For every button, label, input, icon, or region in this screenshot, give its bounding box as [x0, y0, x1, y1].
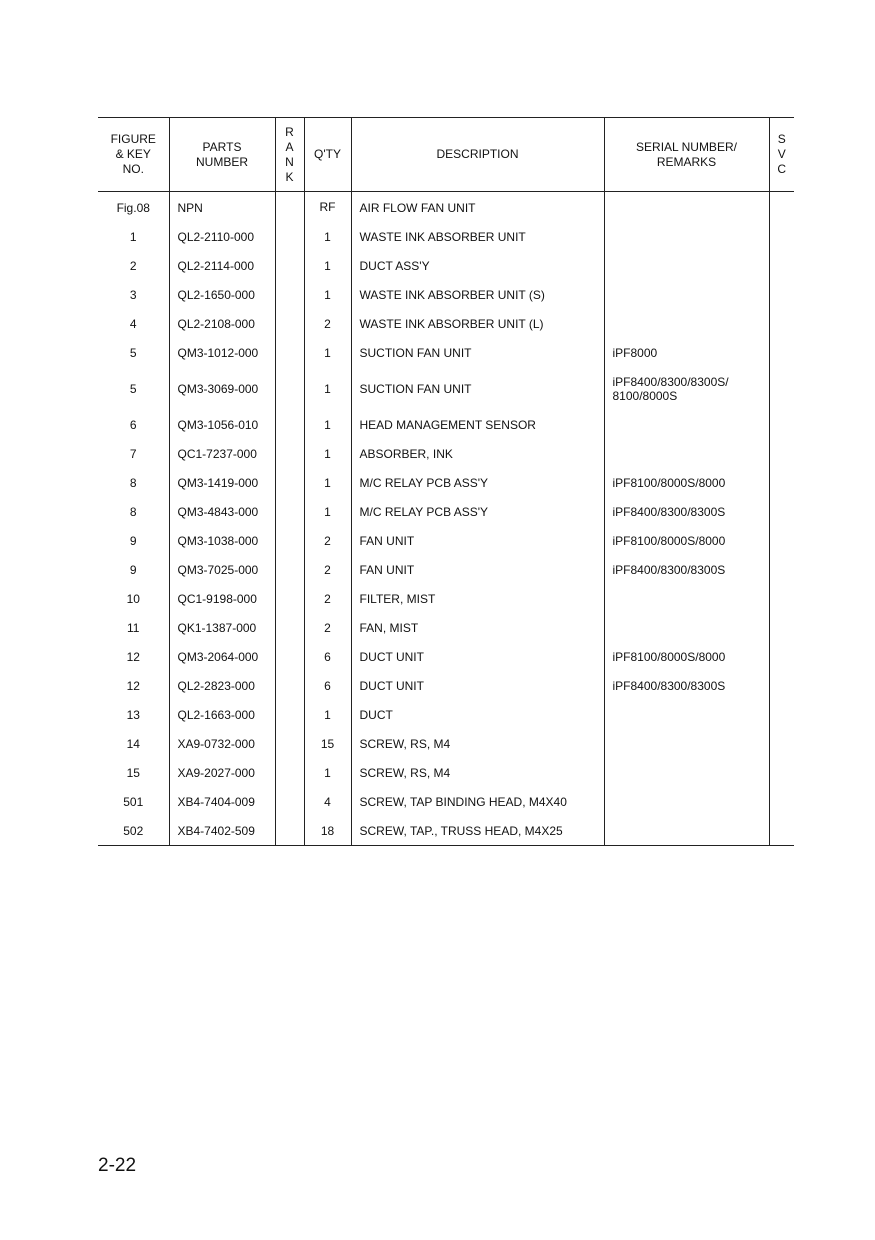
remarks-cell [604, 816, 769, 846]
svc-cell [769, 309, 794, 338]
svc-cell [769, 410, 794, 439]
qty-cell: 18 [304, 816, 351, 846]
part-number-cell: QM3-4843-000 [169, 497, 275, 526]
key-number-cell: 7 [129, 446, 137, 461]
description-cell: SUCTION FAN UNIT [351, 338, 604, 367]
qty-cell: 1 [304, 367, 351, 410]
rank-cell [275, 222, 304, 251]
key-number-cell: 8 [129, 504, 137, 519]
header-figure-key-no: FIGURE & KEY NO. [98, 118, 169, 192]
table-row [98, 309, 794, 338]
qty-cell: 1 [304, 410, 351, 439]
table-row [98, 700, 794, 729]
part-number-cell: QL2-2823-000 [169, 671, 275, 700]
qty-cell: 2 [304, 555, 351, 584]
description-cell: SCREW, RS, M4 [351, 758, 604, 787]
qty-cell: 1 [304, 700, 351, 729]
table-row [98, 367, 794, 410]
description-cell: FAN UNIT [351, 555, 604, 584]
description-cell: SCREW, RS, M4 [351, 729, 604, 758]
rank-cell [275, 367, 304, 410]
description-cell: FAN UNIT [351, 526, 604, 555]
remarks-cell [604, 787, 769, 816]
key-number-cell: 12 [126, 649, 140, 664]
qty-cell: 6 [304, 671, 351, 700]
rank-cell [275, 526, 304, 555]
remarks-cell [604, 410, 769, 439]
qty-cell: 2 [304, 309, 351, 338]
rank-cell [275, 729, 304, 758]
header-svc: S V C [769, 118, 794, 192]
part-number-cell: QM3-1419-000 [169, 468, 275, 497]
table-row [98, 410, 794, 439]
remarks-cell [604, 251, 769, 280]
key-number-cell: Fig.08 [116, 200, 150, 215]
key-number-cell: 8 [129, 475, 137, 490]
svc-cell [769, 816, 794, 846]
description-cell: SCREW, TAP BINDING HEAD, M4X40 [351, 787, 604, 816]
key-number-cell: 4 [129, 316, 137, 331]
part-number-cell: QM3-1056-010 [169, 410, 275, 439]
svc-cell [769, 787, 794, 816]
table-row [98, 555, 794, 584]
table-row [98, 671, 794, 700]
remarks-cell: iPF8000 [604, 338, 769, 367]
parts-list-table [98, 117, 794, 846]
description-cell: WASTE INK ABSORBER UNIT (L) [351, 309, 604, 338]
table-row [98, 816, 794, 846]
parts-list-body [98, 192, 794, 846]
rank-cell [275, 613, 304, 642]
part-number-cell: QM3-1012-000 [169, 338, 275, 367]
rank-cell [275, 338, 304, 367]
part-number-cell: XB4-7402-509 [169, 816, 275, 846]
description-cell: AIR FLOW FAN UNIT [351, 192, 604, 223]
svc-cell [769, 526, 794, 555]
qty-cell: 1 [304, 251, 351, 280]
svc-cell [769, 584, 794, 613]
key-number-cell: 13 [126, 707, 140, 722]
qty-cell: 1 [304, 758, 351, 787]
key-number-cell: 502 [98, 816, 169, 846]
remarks-cell: iPF8400/8300/8300S [604, 671, 769, 700]
svc-cell [769, 555, 794, 584]
svc-cell [769, 222, 794, 251]
svc-cell [769, 251, 794, 280]
part-number-cell: QM3-1038-000 [169, 526, 275, 555]
table-row [98, 439, 794, 468]
qty-cell: 4 [304, 787, 351, 816]
key-number-cell: 14 [126, 736, 140, 751]
header-description: DESCRIPTION [351, 118, 604, 192]
remarks-cell [604, 584, 769, 613]
remarks-cell [604, 439, 769, 468]
key-number-cell: 1 [129, 229, 137, 244]
remarks-cell: iPF8400/8300/8300S [604, 555, 769, 584]
rank-cell [275, 642, 304, 671]
remarks-cell: iPF8100/8000S/8000 [604, 526, 769, 555]
description-cell: FILTER, MIST [351, 584, 604, 613]
table-row [98, 497, 794, 526]
description-cell: DUCT ASS'Y [351, 251, 604, 280]
svc-cell [769, 367, 794, 410]
svc-cell [769, 642, 794, 671]
table-row [98, 468, 794, 497]
table-row [98, 613, 794, 642]
description-cell: HEAD MANAGEMENT SENSOR [351, 410, 604, 439]
table-row [98, 642, 794, 671]
part-number-cell: QL2-2114-000 [169, 251, 275, 280]
part-number-cell: NPN [169, 192, 275, 223]
remarks-cell: iPF8400/8300/8300S/ 8100/8000S [604, 367, 769, 410]
rank-cell [275, 410, 304, 439]
description-cell: SUCTION FAN UNIT [351, 367, 604, 410]
key-number-cell: 5 [129, 345, 137, 360]
part-number-cell: QL2-2110-000 [169, 222, 275, 251]
qty-cell: 1 [304, 222, 351, 251]
part-number-cell: QM3-7025-000 [169, 555, 275, 584]
svc-cell [769, 338, 794, 367]
key-number-cell: 2 [129, 258, 137, 273]
rank-cell [275, 497, 304, 526]
part-number-cell: QM3-3069-000 [169, 367, 275, 410]
key-number-cell: 11 [127, 620, 140, 635]
svc-cell [769, 758, 794, 787]
svc-cell [769, 729, 794, 758]
table-header-row [98, 118, 794, 192]
rank-cell [275, 816, 304, 846]
rank-cell [275, 280, 304, 309]
header-serial-number-remarks: SERIAL NUMBER/ REMARKS [604, 118, 769, 192]
qty-cell: 1 [304, 497, 351, 526]
key-number-cell: 15 [126, 765, 140, 780]
remarks-cell [604, 700, 769, 729]
svc-cell [769, 497, 794, 526]
part-number-cell: XA9-0732-000 [169, 729, 275, 758]
part-number-cell: QC1-9198-000 [169, 584, 275, 613]
qty-cell: 6 [304, 642, 351, 671]
description-cell: FAN, MIST [351, 613, 604, 642]
rank-cell [275, 309, 304, 338]
key-number-cell: 6 [129, 417, 137, 432]
remarks-cell [604, 309, 769, 338]
description-cell: WASTE INK ABSORBER UNIT [351, 222, 604, 251]
table-row [98, 280, 794, 309]
rank-cell [275, 787, 304, 816]
rank-cell [275, 758, 304, 787]
page-number: 2-22 [98, 1155, 137, 1176]
table-row [98, 338, 794, 367]
remarks-cell: iPF8100/8000S/8000 [604, 468, 769, 497]
svc-cell [769, 192, 794, 223]
qty-cell: 1 [304, 338, 351, 367]
key-number-cell: 10 [126, 591, 140, 606]
rank-cell [275, 584, 304, 613]
svc-cell [769, 700, 794, 729]
qty-cell: 15 [304, 729, 351, 758]
header-rank: R A N K [275, 118, 304, 192]
table-row [98, 222, 794, 251]
remarks-cell [604, 758, 769, 787]
table-row [98, 584, 794, 613]
key-number-cell: 9 [129, 562, 137, 577]
table-row [98, 729, 794, 758]
table-row [98, 192, 794, 223]
rank-cell [275, 192, 304, 223]
rank-cell [275, 468, 304, 497]
qty-cell: RF [304, 192, 351, 223]
description-cell: M/C RELAY PCB ASS'Y [351, 497, 604, 526]
rank-cell [275, 439, 304, 468]
part-number-cell: QL2-2108-000 [169, 309, 275, 338]
qty-cell: 1 [304, 280, 351, 309]
description-cell: DUCT [351, 700, 604, 729]
rank-cell [275, 671, 304, 700]
key-number-cell: 501 [123, 794, 144, 809]
remarks-cell [604, 613, 769, 642]
key-number-cell: 5 [129, 381, 137, 396]
table-row [98, 526, 794, 555]
remarks-cell [604, 222, 769, 251]
description-cell: DUCT UNIT [351, 642, 604, 671]
table-row [98, 787, 794, 816]
table-row [98, 758, 794, 787]
table-row [98, 251, 794, 280]
svc-cell [769, 613, 794, 642]
svc-cell [769, 280, 794, 309]
svc-cell [769, 671, 794, 700]
part-number-cell: QL2-1663-000 [169, 700, 275, 729]
part-number-cell: QL2-1650-000 [169, 280, 275, 309]
part-number-cell: QC1-7237-000 [169, 439, 275, 468]
description-cell: SCREW, TAP., TRUSS HEAD, M4X25 [351, 816, 604, 846]
rank-cell [275, 555, 304, 584]
description-cell: M/C RELAY PCB ASS'Y [351, 468, 604, 497]
svc-cell [769, 439, 794, 468]
remarks-cell [604, 729, 769, 758]
part-number-cell: XB4-7404-009 [169, 787, 275, 816]
qty-cell: 1 [304, 468, 351, 497]
qty-cell: 2 [304, 613, 351, 642]
key-number-cell: 9 [129, 533, 137, 548]
remarks-cell: iPF8400/8300/8300S [604, 497, 769, 526]
qty-cell: 1 [304, 439, 351, 468]
key-number-cell: 12 [126, 678, 140, 693]
part-number-cell: QM3-2064-000 [169, 642, 275, 671]
part-number-cell: QK1-1387-000 [169, 613, 275, 642]
description-cell: DUCT UNIT [351, 671, 604, 700]
key-number-cell: 3 [129, 287, 137, 302]
header-parts-number: PARTS NUMBER [169, 118, 275, 192]
remarks-cell [604, 192, 769, 223]
header-qty: Q'TY [304, 118, 351, 192]
remarks-cell: iPF8100/8000S/8000 [604, 642, 769, 671]
description-cell: WASTE INK ABSORBER UNIT (S) [351, 280, 604, 309]
rank-cell [275, 251, 304, 280]
remarks-cell [604, 280, 769, 309]
svc-cell [769, 468, 794, 497]
part-number-cell: XA9-2027-000 [169, 758, 275, 787]
qty-cell: 2 [304, 584, 351, 613]
qty-cell: 2 [304, 526, 351, 555]
rank-cell [275, 700, 304, 729]
description-cell: ABSORBER, INK [351, 439, 604, 468]
